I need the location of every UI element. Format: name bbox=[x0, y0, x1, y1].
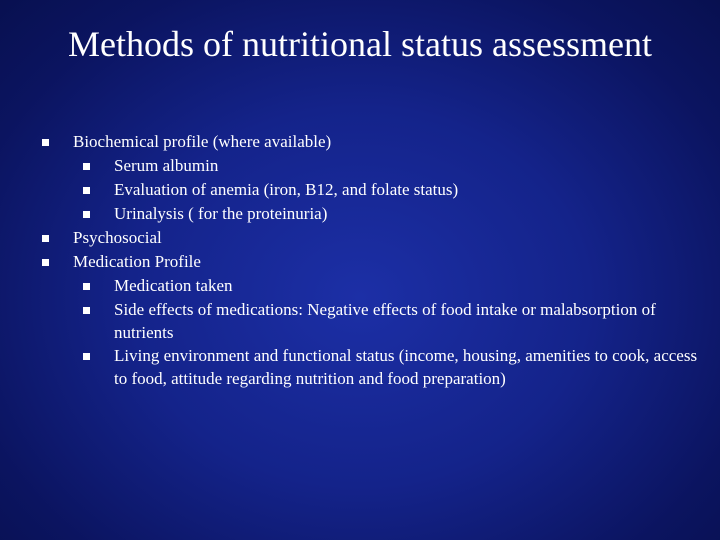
sub-item-label: Urinalysis ( for the proteinuria) bbox=[114, 204, 328, 223]
sub-item-label: Evaluation of anemia (iron, B12, and folate status) bbox=[114, 180, 459, 199]
square-bullet-icon bbox=[83, 211, 90, 218]
square-bullet-icon bbox=[42, 259, 49, 266]
square-bullet-icon bbox=[42, 235, 49, 242]
square-bullet-icon bbox=[83, 283, 90, 290]
sub-item-side-effects bbox=[83, 298, 702, 344]
list-item-label: Medication Profile bbox=[73, 252, 201, 271]
square-bullet-icon bbox=[83, 307, 90, 314]
sub-item-living-environment bbox=[83, 344, 702, 390]
sub-item-label: Side effects of medications: Negative effects of food intake or malabsorption of nutrients bbox=[114, 300, 656, 342]
bullet-list bbox=[42, 130, 702, 390]
sub-item-serum-albumin bbox=[83, 154, 702, 178]
list-item-label: Biochemical profile (where available) bbox=[73, 132, 332, 151]
square-bullet-icon bbox=[83, 353, 90, 360]
sub-item-label: Living environment and functional status (income, housing, amenities to cook, access to food, attitude regarding nutrition and food preparation) bbox=[114, 346, 698, 388]
sub-item-medication-taken bbox=[83, 274, 702, 298]
square-bullet-icon bbox=[83, 163, 90, 170]
list-item-label: Psychosocial bbox=[73, 228, 162, 247]
sub-item-label: Medication taken bbox=[114, 276, 233, 295]
sub-item-anemia-evaluation bbox=[83, 178, 702, 202]
list-item-biochemical-profile bbox=[42, 130, 702, 154]
list-item-psychosocial bbox=[42, 226, 702, 250]
list-item-medication-profile bbox=[42, 250, 702, 274]
slide-title: Methods of nutritional status assessment bbox=[68, 24, 652, 64]
sub-item-urinalysis bbox=[83, 202, 702, 226]
sub-item-label: Serum albumin bbox=[114, 156, 219, 175]
square-bullet-icon bbox=[42, 139, 49, 146]
square-bullet-icon bbox=[83, 187, 90, 194]
